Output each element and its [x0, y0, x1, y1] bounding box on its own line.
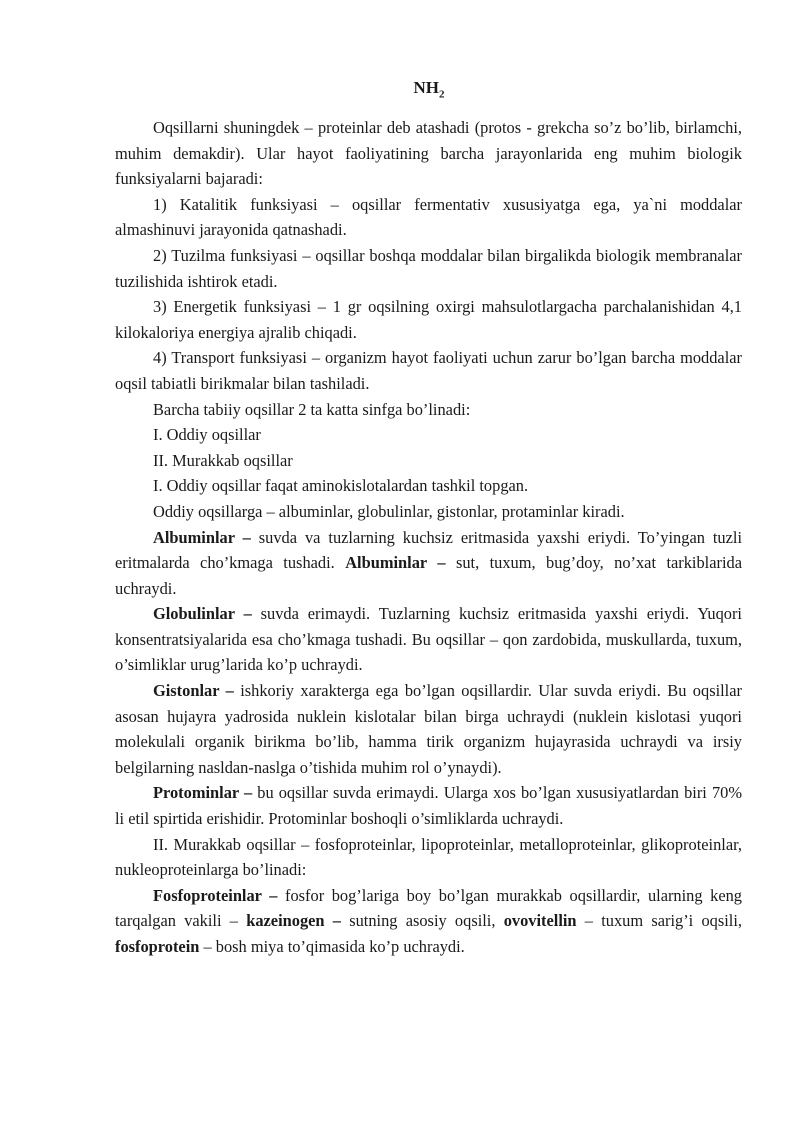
paragraph-text: suvda va tuzlarning kuchsiz eritmasida yaxshi eriydi. To’yingan tuzli eritmalarda cho’kmaga tushadi. [115, 527, 742, 573]
paragraph-text: Barcha tabiiy oqsillar 2 ta katta sinfga bo’linadi: [153, 399, 471, 419]
paragraph-text: ishkoriy xarakterga ega bo’lgan oqsillardir. Ular suvda eriydi. Bu oqsillar asosan hujayra yadrosida nuklein kislotalar bilan birga uchraydi (nuklein kislotasi yuqori molekulali organik birikma bo’lib, hamma tirik organizm hujayrasida uchraydi va irsiy belgilarning nasldan-naslga o’tishida muhim rol o’ynaydi). [115, 681, 742, 777]
paragraph-text: 1) Katalitik funksiyasi – oqsillar fermentativ xususiyatga ega, ya`ni moddalar almashinuvi jarayonida qatnashadi. [115, 194, 742, 240]
paragraph-intro [115, 115, 742, 192]
paragraph-text: – bosh miya to’qimasida ko’p uchraydi. [199, 937, 465, 956]
paragraph-simple-definition [115, 473, 742, 499]
document-body [115, 115, 742, 960]
paragraph-text: – tuxum sarig’i oqsili, [576, 911, 742, 931]
paragraph-text: Oddiy oqsillarga – albuminlar, globulinlar, gistonlar, protaminlar kiradi. [153, 501, 625, 521]
paragraph-text: bu oqsillar suvda erimaydi. Ularga xos bo’lgan xususiyatlardan biri 70% li etil spirtida erishidir. Protominlar boshoqli o’simliklarda uchraydi. [115, 783, 742, 829]
paragraph-simple-types [115, 499, 742, 525]
paragraph-text: suvda erimaydi. Tuzlarning kuchsiz eritmasida yaxshi eriydi. Yuqori konsentratsiyalarida esa cho’kmaga tushadi. Bu oqsillar – qon zardobida, muskullarda, tuxum, o’simliklar urug’larida ko’p uchraydi. [115, 604, 742, 675]
paragraph-text: 4) Transport funksiyasi – organizm hayot faoliyati uchun zarur bo’lgan barcha moddalar oqsil tabiatli birikmalar bilan tashiladi. [115, 348, 742, 393]
term-albuminlar: Albuminlar – [153, 527, 251, 547]
paragraph-globulins [115, 601, 742, 678]
term-kazeinogen: kazeinogen – [246, 911, 341, 931]
paragraph-text: II. Murakkab oqsillar [153, 450, 293, 470]
term-globulinlar: Globulinlar – [153, 604, 252, 624]
paragraph-albumins [115, 525, 742, 602]
paragraph-text: 3) Energetik funksiyasi – 1 gr oqsilning oxirgi mahsulotlargacha parchalanishidan 4,1 kilokaloriya energiya ajralib chiqadi. [115, 297, 742, 342]
term-ovovitellin: ovovitellin [503, 911, 577, 931]
paragraph-function-1 [115, 192, 742, 243]
term-protominlar: Protominlar – [153, 783, 253, 803]
formula-subscript: 2 [439, 88, 445, 101]
paragraph-text: fosfor bog’lariga boy bo’lgan murakkab oqsillardir, ularning keng tarqalgan vakili – [115, 885, 742, 931]
list-item-complex [115, 448, 742, 474]
formula-main: NH [413, 78, 439, 97]
paragraph-text: I. Oddiy oqsillar faqat aminokislotalardan tashkil topgan. [153, 476, 529, 496]
list-item-simple [115, 422, 742, 448]
paragraph-function-3 [115, 294, 742, 345]
term-albuminlar-2: Albuminlar – [345, 553, 446, 573]
paragraph-function-2 [115, 243, 742, 294]
formula-heading [0, 78, 800, 100]
paragraph-histones [115, 678, 742, 780]
paragraph-text: II. Murakkab oqsillar – fosfoproteinlar, lipoproteinlar, metalloproteinlar, glikoproteinlar, nukleoproteinlarga bo’linadi: [115, 834, 742, 880]
paragraph-text: sutning asosiy oqsili, [340, 911, 504, 931]
term-fosfoproteinlar: Fosfoproteinlar – [153, 885, 278, 905]
paragraph-text: 2) Tuzilma funksiyasi – oqsillar boshqa moddalar bilan birgalikda biologik membranalar tuzilishida ishtirok etadi. [115, 245, 742, 291]
paragraph-text: I. Oddiy oqsillar [153, 425, 261, 445]
paragraph-complex [115, 832, 742, 883]
term-gistonlar: Gistonlar – [153, 681, 234, 701]
paragraph-text: Oqsillarni shuningdek – proteinlar deb atashadi (protos - grekcha so’z bo’lib, birlamchi, muhim demakdir). Ular hayot faoliyatining barcha jarayonlarida eng muhim biologik funksiyalarni bajaradi: [115, 118, 742, 189]
term-fosfoprotein: fosfoprotein [115, 937, 200, 956]
paragraph-phosphoproteins [115, 883, 742, 960]
paragraph-classes [115, 397, 742, 423]
paragraph-protamines [115, 780, 742, 831]
paragraph-text: sut, tuxum, bug’doy, no’xat tarkiblarida uchraydi. [115, 553, 742, 598]
paragraph-function-4 [115, 345, 742, 396]
